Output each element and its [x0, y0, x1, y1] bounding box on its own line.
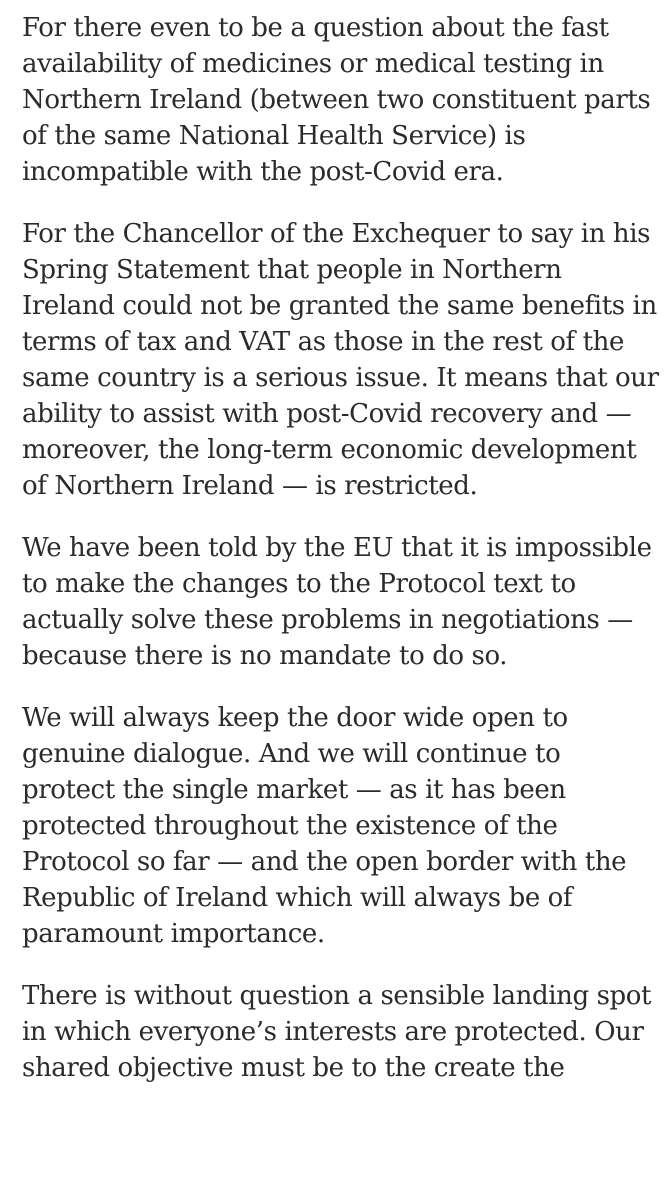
text-line: of the same National Health Service) is — [22, 121, 526, 151]
text-line: terms of tax and VAT as those in the rest of the — [22, 327, 624, 357]
text-line: of Northern Ireland — is restricted. — [22, 471, 478, 501]
text-line: ability to assist with post-Covid recovery and — — [22, 399, 632, 429]
text-line: because there is no mandate to do so. — [22, 641, 508, 671]
article-body — [22, 10, 662, 1112]
text-line: Spring Statement that people in Northern — [22, 255, 562, 285]
text-line: actually solve these problems in negotiations — — [22, 605, 633, 635]
text-line: protected throughout the existence of the — [22, 811, 558, 841]
paragraph-3 — [22, 530, 662, 674]
paragraph-5 — [22, 978, 662, 1086]
text-line: There is without question a sensible landing spot — [22, 981, 652, 1011]
text-line: genuine dialogue. And we will continue to — [22, 739, 561, 769]
text-line: shared objective must be to the create the — [22, 1053, 565, 1083]
text-line: Ireland could not be granted the same benefits in — [22, 291, 657, 321]
text-line: same country is a serious issue. It means that our — [22, 363, 659, 393]
text-line: We will always keep the door wide open to — [22, 703, 568, 733]
text-line: For the Chancellor of the Exchequer to say in his — [22, 219, 651, 249]
paragraph-1 — [22, 10, 662, 190]
text-line: Northern Ireland (between two constituent parts — [22, 85, 651, 115]
paragraph-4 — [22, 700, 662, 952]
text-line: in which everyone’s interests are protected. Our — [22, 1017, 644, 1047]
text-line: protect the single market — as it has been — [22, 775, 566, 805]
text-line: We have been told by the EU that it is impossible — [22, 533, 652, 563]
text-line: For there even to be a question about the fast — [22, 13, 609, 43]
text-line: incompatible with the post-Covid era. — [22, 157, 504, 187]
text-line: Republic of Ireland which will always be of — [22, 883, 573, 913]
text-line: paramount importance. — [22, 919, 325, 949]
text-line: to make the changes to the Protocol text to — [22, 569, 576, 599]
text-line: Protocol so far — and the open border with the — [22, 847, 627, 877]
paragraph-2 — [22, 216, 662, 504]
text-line: availability of medicines or medical testing in — [22, 49, 604, 79]
text-line: moreover, the long-term economic development — [22, 435, 637, 465]
